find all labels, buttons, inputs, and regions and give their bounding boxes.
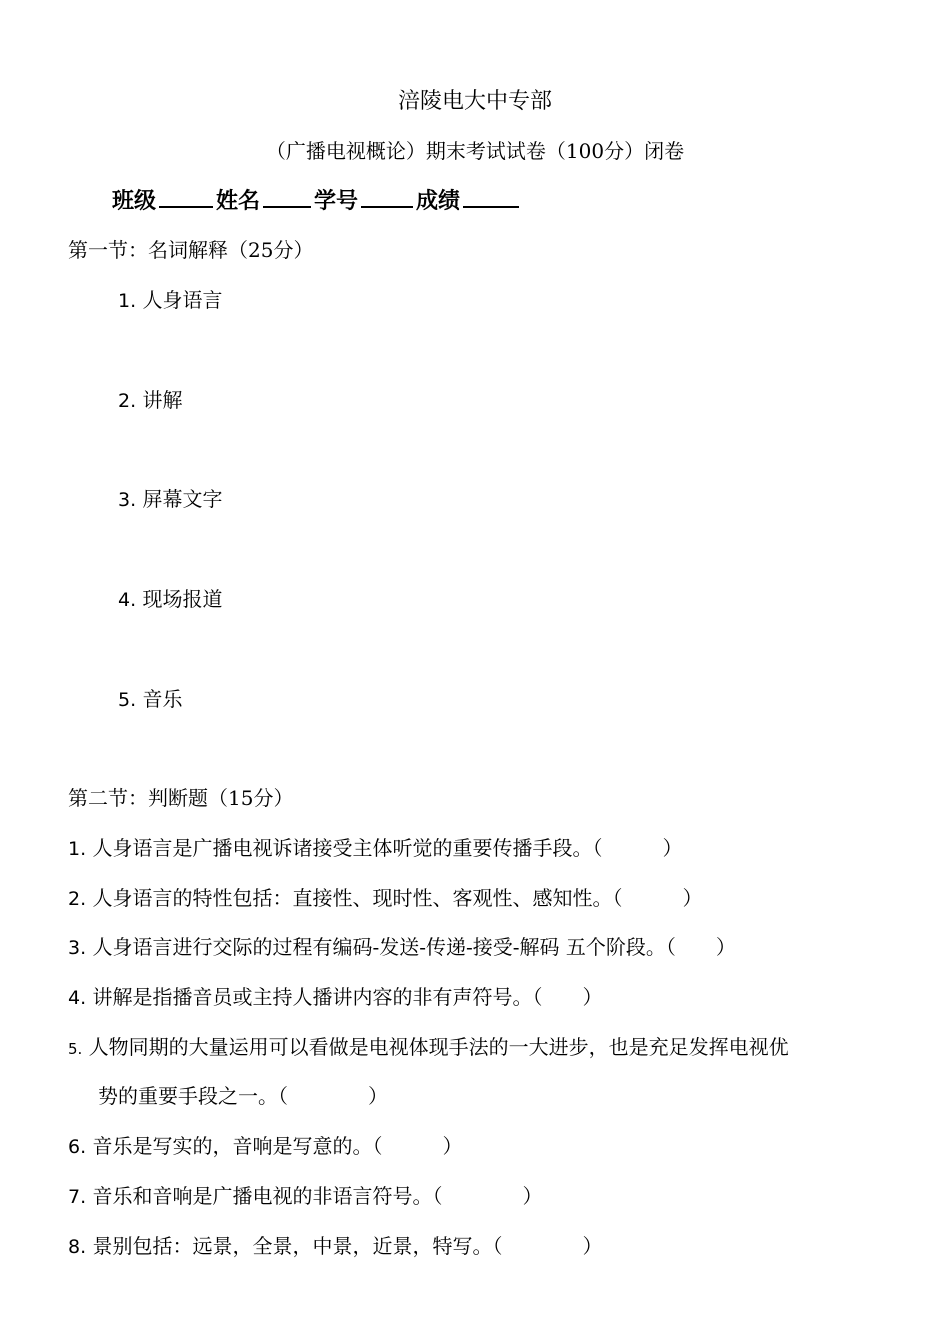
term-number: 3. (118, 489, 137, 511)
question-text: 人物同期的大量运用可以看做是电视体现手法的一大进步，也是充足发挥电视优 (88, 1035, 789, 1059)
question-number: 6. (68, 1136, 87, 1158)
question-number: 2. (68, 888, 87, 910)
term-number: 2. (118, 390, 137, 412)
id-blank[interactable] (361, 186, 413, 208)
term-text: 音乐 (142, 687, 183, 711)
term-text: 人身语言 (142, 288, 223, 312)
question-text: 人身语言是广播电视诉诸接受主体听觉的重要传播手段。（ ） (92, 836, 683, 860)
question-number: 7. (68, 1186, 87, 1208)
section2-heading: 第二节：判断题（15分） (68, 786, 294, 810)
question-number: 4. (68, 987, 87, 1009)
question-item (68, 834, 683, 863)
question-number: 1. (68, 838, 87, 860)
term-text: 讲解 (142, 388, 183, 412)
question-text: 讲解是指播音员或主持人播讲内容的非有声符号。（ ） (92, 985, 603, 1009)
question-number: 8. (68, 1236, 87, 1258)
question-item (68, 933, 736, 962)
score-label: 成绩 (416, 189, 461, 214)
question-continuation: 势的重要手段之一。（ ） (98, 1084, 388, 1108)
question-item (68, 1232, 603, 1261)
page-subtitle: （广播电视概论）期末考试试卷（100分）闭卷 (265, 139, 685, 163)
question-item (68, 1033, 789, 1063)
term-item (118, 685, 183, 714)
student-info-row (112, 186, 522, 217)
section1-heading: 第一节：名词解释（25分） (68, 238, 314, 262)
class-label: 班级 (112, 189, 157, 214)
question-text: 景别包括：远景，全景，中景，近景，特写。（ ） (92, 1234, 603, 1258)
question-text: 音乐是写实的，音响是写意的。（ ） (92, 1134, 463, 1158)
class-blank[interactable] (159, 186, 213, 208)
score-blank[interactable] (463, 186, 519, 208)
id-label: 学号 (314, 189, 359, 214)
question-item (68, 1132, 463, 1161)
question-number: 5. (68, 1040, 83, 1058)
term-text: 现场报道 (142, 587, 223, 611)
term-number: 4. (118, 589, 137, 611)
question-item (68, 1182, 543, 1211)
question-item (68, 983, 603, 1012)
question-number: 3. (68, 937, 87, 959)
term-number: 5. (118, 689, 137, 711)
term-item (118, 485, 223, 514)
question-text: 人身语言进行交际的过程有编码-发送-传递-接受-解码 五个阶段。（ ） (92, 935, 736, 959)
question-item (68, 884, 703, 913)
term-item (118, 286, 223, 315)
term-item (118, 386, 183, 415)
page-title: 涪陵电大中专部 (397, 89, 552, 114)
term-number: 1. (118, 290, 137, 312)
name-blank[interactable] (263, 186, 311, 208)
term-text: 屏幕文字 (142, 487, 223, 511)
name-label: 姓名 (216, 189, 261, 214)
question-text: 人身语言的特性包括：直接性、现时性、客观性、感知性。（ ） (92, 886, 703, 910)
question-text: 音乐和音响是广播电视的非语言符号。（ ） (92, 1184, 543, 1208)
term-item (118, 585, 223, 614)
